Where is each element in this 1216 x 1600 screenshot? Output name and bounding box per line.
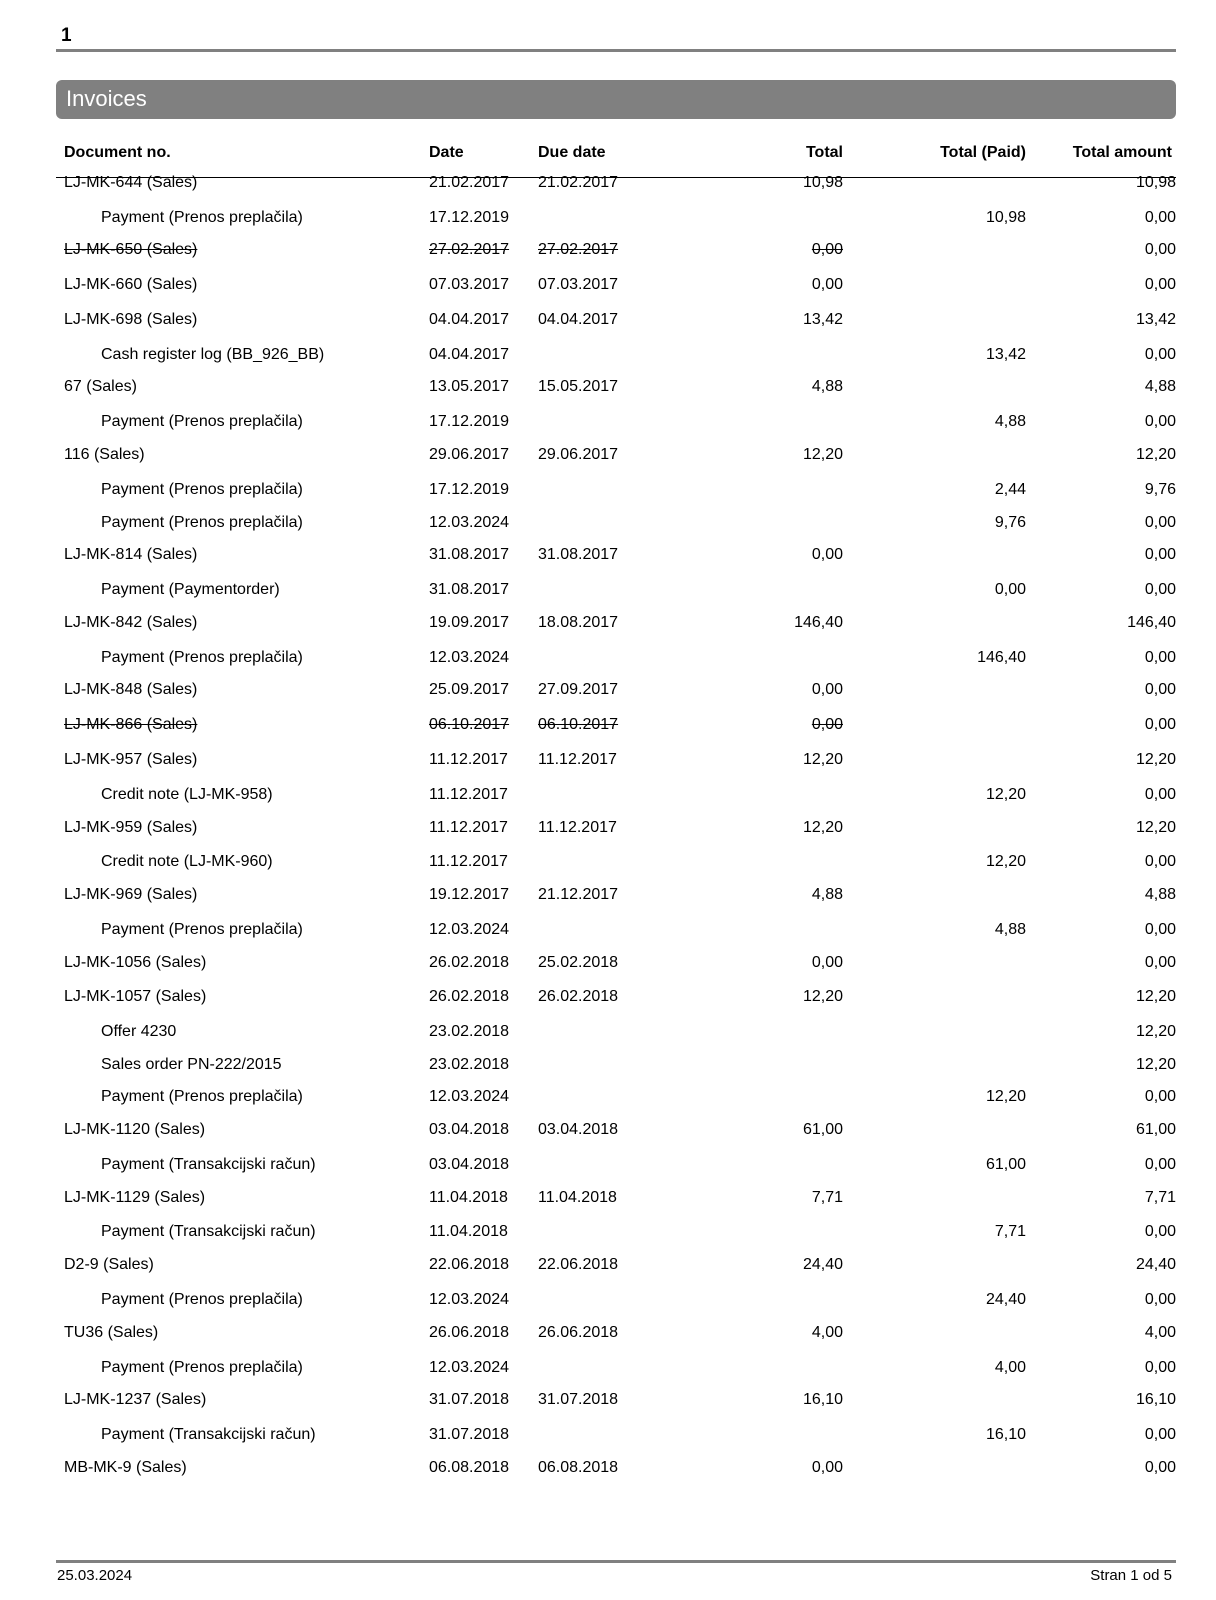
page-number: 1: [61, 25, 72, 46]
due-date-cell: 07.03.2017: [538, 276, 619, 293]
document-no-cell: Payment (Prenos preplačila): [101, 1291, 303, 1308]
total-amount-cell: 12,20: [1135, 988, 1176, 1005]
total-amount-cell: 0,00: [1144, 1291, 1176, 1308]
total-paid-cell: 61,00: [985, 1156, 1026, 1173]
document-no-cell: Payment (Prenos preplačila): [101, 1359, 303, 1376]
date-cell: 13.05.2017: [429, 378, 510, 395]
total-paid-cell: 7,71: [994, 1223, 1026, 1240]
col-header-total-paid: Total (Paid): [940, 144, 1026, 161]
document-no-cell: Payment (Transakcijski račun): [101, 1156, 316, 1173]
due-date-cell: 26.06.2018: [538, 1324, 619, 1341]
due-date-cell: 04.04.2017: [538, 311, 619, 328]
date-cell: 11.04.2018: [429, 1223, 508, 1240]
table-row: [0, 276, 1216, 298]
document-no-cell: LJ-MK-1056 (Sales): [64, 954, 207, 971]
total-cell: 12,20: [802, 446, 843, 463]
table-row: [0, 681, 1216, 703]
table-subrow: [0, 1426, 1216, 1448]
table-row: [0, 378, 1216, 400]
total-cell: 146,40: [794, 614, 843, 631]
total-amount-cell: 16,10: [1135, 1391, 1176, 1408]
document-no-cell: LJ-MK-1237 (Sales): [64, 1391, 207, 1408]
total-cell: 4,88: [811, 378, 843, 395]
document-no-cell: TU36 (Sales): [64, 1324, 159, 1341]
document-no-cell: LJ-MK-1057 (Sales): [64, 988, 207, 1005]
due-date-cell: 31.08.2017: [538, 546, 619, 563]
total-cell: 0,00: [811, 716, 843, 733]
section-title: Invoices: [66, 86, 147, 111]
col-header-total: Total: [805, 144, 843, 161]
table-row: [0, 954, 1216, 976]
table-subrow: [0, 921, 1216, 943]
due-date-cell: 27.09.2017: [538, 681, 619, 698]
total-paid-cell: 4,88: [994, 413, 1026, 430]
table-row: [0, 1459, 1216, 1481]
total-amount-cell: 7,71: [1144, 1189, 1176, 1206]
document-no-cell: Credit note (LJ-MK-958): [101, 786, 273, 803]
total-cell: 4,88: [811, 886, 843, 903]
date-cell: 22.06.2018: [429, 1256, 510, 1273]
total-amount-cell: 0,00: [1144, 853, 1176, 870]
due-date-cell: 06.08.2018: [538, 1459, 619, 1476]
total-cell: 7,71: [811, 1189, 843, 1206]
date-cell: 04.04.2017: [429, 346, 510, 363]
total-amount-cell: 12,20: [1135, 1056, 1176, 1073]
table-row: [0, 311, 1216, 333]
total-amount-cell: 0,00: [1144, 1156, 1176, 1173]
date-cell: 19.09.2017: [429, 614, 510, 631]
total-paid-cell: 9,76: [994, 514, 1026, 531]
total-cell: 0,00: [811, 241, 843, 258]
document-no-cell: LJ-MK-969 (Sales): [64, 886, 198, 903]
total-amount-cell: 0,00: [1144, 716, 1176, 733]
total-amount-cell: 4,00: [1144, 1324, 1176, 1341]
table-subrow: [0, 1156, 1216, 1178]
total-cell: 16,10: [802, 1391, 843, 1408]
total-cell: 0,00: [811, 546, 843, 563]
document-no-cell: Payment (Prenos preplačila): [101, 514, 303, 531]
date-cell: 11.12.2017: [429, 819, 508, 836]
table-subrow: [0, 413, 1216, 435]
due-date-cell: 25.02.2018: [538, 954, 619, 971]
date-cell: 25.09.2017: [429, 681, 510, 698]
table-row: [0, 751, 1216, 773]
document-no-cell: Payment (Prenos preplačila): [101, 1088, 303, 1105]
table-row: [0, 819, 1216, 841]
total-paid-cell: 4,88: [994, 921, 1026, 938]
date-cell: 26.06.2018: [429, 1324, 510, 1341]
table-row: [0, 1256, 1216, 1278]
total-amount-cell: 4,88: [1144, 886, 1176, 903]
total-amount-cell: 12,20: [1135, 1023, 1176, 1040]
total-amount-cell: 10,98: [1135, 174, 1176, 191]
document-no-cell: LJ-MK-1129 (Sales): [64, 1189, 206, 1206]
document-no-cell: LJ-MK-814 (Sales): [64, 546, 198, 563]
date-cell: 17.12.2019: [429, 481, 510, 498]
total-amount-cell: 0,00: [1144, 1459, 1176, 1476]
total-paid-cell: 13,42: [985, 346, 1026, 363]
date-cell: 27.02.2017: [429, 241, 510, 258]
date-cell: 26.02.2018: [429, 954, 510, 971]
table-subrow: [0, 581, 1216, 603]
due-date-cell: 29.06.2017: [538, 446, 619, 463]
total-paid-cell: 12,20: [985, 853, 1026, 870]
document-no-cell: Payment (Prenos preplačila): [101, 649, 303, 666]
total-amount-cell: 0,00: [1144, 1223, 1176, 1240]
total-cell: 13,42: [802, 311, 843, 328]
table-subrow: [0, 1223, 1216, 1245]
document-no-cell: Cash register log (BB_926_BB): [101, 346, 325, 363]
document-no-cell: LJ-MK-1120 (Sales): [64, 1121, 206, 1138]
col-header-due-date: Due date: [538, 144, 606, 161]
document-no-cell: Payment (Prenos preplačila): [101, 921, 303, 938]
document-no-cell: LJ-MK-842 (Sales): [64, 614, 198, 631]
document-no-cell: Payment (Transakcijski račun): [101, 1426, 316, 1443]
table-row: [0, 988, 1216, 1010]
table-subrow: [0, 786, 1216, 808]
date-cell: 06.10.2017: [429, 716, 510, 733]
document-no-cell: D2-9 (Sales): [64, 1256, 154, 1273]
table-subrow: [0, 1291, 1216, 1313]
document-no-cell: Offer 4230: [101, 1023, 177, 1040]
total-paid-cell: 0,00: [994, 581, 1026, 598]
total-amount-cell: 0,00: [1144, 346, 1176, 363]
document-no-cell: LJ-MK-660 (Sales): [64, 276, 198, 293]
total-amount-cell: 0,00: [1144, 276, 1176, 293]
table-row: [0, 174, 1216, 196]
total-amount-cell: 0,00: [1144, 1359, 1176, 1376]
date-cell: 12.03.2024: [429, 1088, 510, 1105]
table-row: [0, 546, 1216, 568]
footer-page-indicator: Stran 1 od 5: [1090, 1567, 1172, 1584]
total-amount-cell: 12,20: [1135, 751, 1176, 768]
date-cell: 12.03.2024: [429, 921, 510, 938]
total-amount-cell: 0,00: [1144, 786, 1176, 803]
document-no-cell: Payment (Transakcijski račun): [101, 1223, 316, 1240]
table-subrow: [0, 346, 1216, 368]
total-cell: 10,98: [802, 174, 843, 191]
date-cell: 21.02.2017: [429, 174, 510, 191]
document-no-cell: LJ-MK-650 (Sales): [64, 241, 198, 258]
due-date-cell: 11.12.2017: [538, 819, 617, 836]
document-no-cell: LJ-MK-957 (Sales): [64, 751, 198, 768]
total-cell: 0,00: [811, 954, 843, 971]
due-date-cell: 27.02.2017: [538, 241, 619, 258]
table-row: [0, 1324, 1216, 1346]
table-row: [0, 716, 1216, 738]
due-date-cell: 18.08.2017: [538, 614, 619, 631]
table-subrow: [0, 1359, 1216, 1381]
date-cell: 23.02.2018: [429, 1023, 510, 1040]
table-subrow: [0, 1088, 1216, 1110]
table-row: [0, 886, 1216, 908]
date-cell: 04.04.2017: [429, 311, 510, 328]
total-cell: 61,00: [802, 1121, 843, 1138]
date-cell: 23.02.2018: [429, 1056, 510, 1073]
date-cell: 12.03.2024: [429, 1291, 510, 1308]
table-subrow: [0, 1056, 1216, 1078]
due-date-cell: 22.06.2018: [538, 1256, 619, 1273]
date-cell: 11.12.2017: [429, 751, 508, 768]
date-cell: 12.03.2024: [429, 649, 510, 666]
total-amount-cell: 0,00: [1144, 1088, 1176, 1105]
total-amount-cell: 0,00: [1144, 1426, 1176, 1443]
due-date-cell: 31.07.2018: [538, 1391, 619, 1408]
document-no-cell: Credit note (LJ-MK-960): [101, 853, 273, 870]
total-cell: 12,20: [802, 988, 843, 1005]
date-cell: 31.07.2018: [429, 1426, 510, 1443]
bottom-rule: [56, 1560, 1176, 1563]
date-cell: 06.08.2018: [429, 1459, 510, 1476]
col-header-document-no: Document no.: [64, 144, 171, 161]
table-row: [0, 446, 1216, 468]
date-cell: 29.06.2017: [429, 446, 510, 463]
total-paid-cell: 10,98: [985, 209, 1026, 226]
total-paid-cell: 4,00: [994, 1359, 1026, 1376]
total-amount-cell: 0,00: [1144, 954, 1176, 971]
total-amount-cell: 9,76: [1144, 481, 1176, 498]
date-cell: 17.12.2019: [429, 209, 510, 226]
total-amount-cell: 12,20: [1135, 819, 1176, 836]
date-cell: 12.03.2024: [429, 1359, 510, 1376]
document-no-cell: Sales order PN-222/2015: [101, 1056, 282, 1073]
document-no-cell: Payment (Paymentorder): [101, 581, 280, 598]
total-amount-cell: 0,00: [1144, 241, 1176, 258]
table-subrow: [0, 514, 1216, 536]
col-header-total-amount: Total amount: [1072, 144, 1172, 161]
table-row: [0, 614, 1216, 636]
total-paid-cell: 2,44: [994, 481, 1026, 498]
footer-date: 25.03.2024: [57, 1567, 133, 1584]
document-no-cell: LJ-MK-959 (Sales): [64, 819, 198, 836]
date-cell: 26.02.2018: [429, 988, 510, 1005]
due-date-cell: 21.12.2017: [538, 886, 619, 903]
date-cell: 31.08.2017: [429, 546, 510, 563]
date-cell: 07.03.2017: [429, 276, 510, 293]
due-date-cell: 26.02.2018: [538, 988, 619, 1005]
total-cell: 4,00: [811, 1324, 843, 1341]
date-cell: 12.03.2024: [429, 514, 510, 531]
table-row: [0, 1121, 1216, 1143]
table-subrow: [0, 1023, 1216, 1045]
table-row: [0, 1189, 1216, 1211]
date-cell: 17.12.2019: [429, 413, 510, 430]
document-no-cell: Payment (Prenos preplačila): [101, 209, 303, 226]
date-cell: 11.12.2017: [429, 853, 508, 870]
total-amount-cell: 0,00: [1144, 581, 1176, 598]
document-no-cell: LJ-MK-866 (Sales): [64, 716, 198, 733]
due-date-cell: 15.05.2017: [538, 378, 619, 395]
date-cell: 11.04.2018: [429, 1189, 508, 1206]
due-date-cell: 03.04.2018: [538, 1121, 619, 1138]
date-cell: 03.04.2018: [429, 1121, 510, 1138]
total-amount-cell: 61,00: [1135, 1121, 1176, 1138]
total-paid-cell: 16,10: [985, 1426, 1026, 1443]
date-cell: 19.12.2017: [429, 886, 510, 903]
document-no-cell: LJ-MK-644 (Sales): [64, 174, 198, 191]
total-amount-cell: 0,00: [1144, 514, 1176, 531]
total-paid-cell: 12,20: [985, 786, 1026, 803]
date-cell: 03.04.2018: [429, 1156, 510, 1173]
due-date-cell: 21.02.2017: [538, 174, 619, 191]
total-amount-cell: 0,00: [1144, 413, 1176, 430]
document-no-cell: 67 (Sales): [64, 378, 137, 395]
due-date-cell: 06.10.2017: [538, 716, 619, 733]
document-no-cell: MB-MK-9 (Sales): [64, 1459, 187, 1476]
col-header-date: Date: [429, 144, 464, 161]
date-cell: 31.08.2017: [429, 581, 510, 598]
date-cell: 11.12.2017: [429, 786, 508, 803]
total-paid-cell: 12,20: [985, 1088, 1026, 1105]
table-subrow: [0, 853, 1216, 875]
document-no-cell: LJ-MK-848 (Sales): [64, 681, 198, 698]
total-paid-cell: 146,40: [977, 649, 1026, 666]
total-amount-cell: 0,00: [1144, 546, 1176, 563]
table-subrow: [0, 481, 1216, 503]
total-amount-cell: 0,00: [1144, 681, 1176, 698]
total-cell: 12,20: [802, 751, 843, 768]
document-no-cell: 116 (Sales): [64, 446, 145, 463]
due-date-cell: 11.04.2018: [538, 1189, 617, 1206]
table-subrow: [0, 649, 1216, 671]
total-amount-cell: 0,00: [1144, 209, 1176, 226]
total-cell: 24,40: [802, 1256, 843, 1273]
table-row: [0, 241, 1216, 263]
due-date-cell: 11.12.2017: [538, 751, 617, 768]
total-amount-cell: 13,42: [1135, 311, 1176, 328]
document-no-cell: LJ-MK-698 (Sales): [64, 311, 198, 328]
document-no-cell: Payment (Prenos preplačila): [101, 413, 303, 430]
total-amount-cell: 12,20: [1135, 446, 1176, 463]
table-row: [0, 1391, 1216, 1413]
total-amount-cell: 24,40: [1135, 1256, 1176, 1273]
total-amount-cell: 0,00: [1144, 649, 1176, 666]
total-paid-cell: 24,40: [985, 1291, 1026, 1308]
table-subrow: [0, 209, 1216, 231]
total-cell: 0,00: [811, 276, 843, 293]
total-amount-cell: 4,88: [1144, 378, 1176, 395]
document-no-cell: Payment (Prenos preplačila): [101, 481, 303, 498]
total-amount-cell: 0,00: [1144, 921, 1176, 938]
total-amount-cell: 146,40: [1127, 614, 1176, 631]
total-cell: 12,20: [802, 819, 843, 836]
total-cell: 0,00: [811, 1459, 843, 1476]
total-cell: 0,00: [811, 681, 843, 698]
date-cell: 31.07.2018: [429, 1391, 510, 1408]
